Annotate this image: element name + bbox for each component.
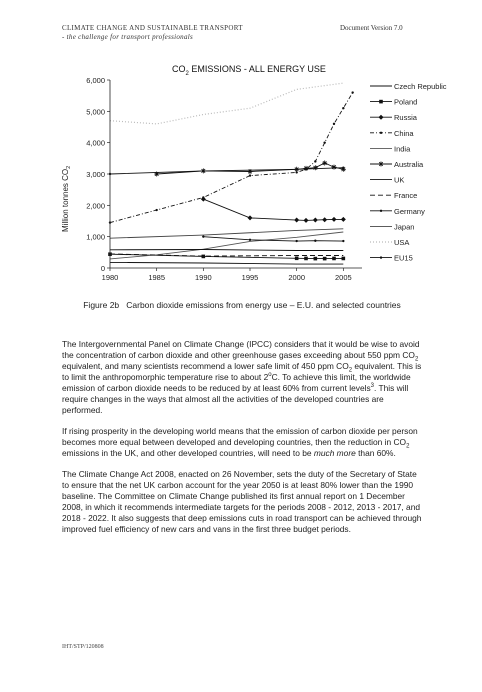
series-line-germany (203, 237, 343, 241)
data-point (202, 170, 204, 172)
legend-label: Czech Republic (394, 82, 447, 91)
y-tick-label: 3,000 (86, 170, 105, 179)
footer-reference: IHT/STP/120808 (62, 644, 104, 650)
data-point (304, 166, 309, 171)
data-point (379, 100, 383, 104)
data-point (202, 196, 204, 198)
legend-label: India (394, 144, 411, 154)
data-point (323, 257, 327, 261)
legend-label: Russia (394, 113, 417, 123)
x-tick-label: 1990 (194, 273, 212, 282)
series-line-czech-republic (110, 262, 343, 264)
data-point (342, 257, 346, 261)
legend-label: Poland (394, 97, 418, 107)
data-point (341, 217, 346, 222)
x-tick-label: 2005 (334, 273, 352, 282)
data-point (342, 167, 344, 169)
data-point (379, 162, 384, 167)
header-subtitle: - the challenge for transport professionals (62, 33, 194, 41)
data-point (314, 160, 316, 162)
data-point (314, 257, 318, 261)
legend-item-germany (370, 207, 425, 216)
figure-label: Figure 2b (83, 300, 120, 310)
data-point (333, 123, 335, 125)
legend-label: Japan (394, 222, 415, 232)
data-point (342, 240, 344, 242)
legend-label: USA (394, 238, 410, 247)
legend-item-uk (370, 176, 404, 185)
data-point (314, 240, 316, 242)
x-tick-label: 1980 (101, 273, 119, 282)
series-japan (110, 229, 343, 238)
legend-label: China (394, 128, 414, 138)
chart-title: $CO_2$ EMISSIONS - ALL ENERGY USE (172, 64, 326, 77)
data-point (294, 218, 299, 223)
data-point (295, 240, 297, 242)
data-point (332, 165, 337, 170)
y-tick-label: 6,000 (86, 76, 105, 85)
y-tick-label: 4,000 (86, 138, 105, 148)
legend-item-france (370, 191, 417, 200)
series-line-eu15 (110, 168, 343, 174)
series-line-uk (110, 250, 343, 251)
legend-item-india (370, 144, 411, 153)
data-point (248, 215, 253, 220)
series-russia (201, 197, 346, 223)
series-usa (110, 83, 343, 124)
header-title: CLIMATE CHANGE AND SUSTAINABLE TRANSPORT (62, 24, 243, 32)
legend-item-poland (370, 98, 417, 107)
paragraph-developing-world: If rising prosperity in the developing world means that the emission of carbon dioxide per person becomes more equal between developed and developing countries, then the reduction in $CO_2$ emissions in the UK, and other developed countries, will need to be much more than 60%. (62, 426, 418, 458)
legend-item-usa (370, 238, 409, 247)
data-point (351, 91, 353, 93)
paragraph-climate-change-act: The Climate Change Act 2008, enacted on 26 November, sets the duty of the Secretary of State to ensure that the net UK carbon account for the year 2050 is at least 80% lower than the 1990 baseline. The Committee on Climate Change published its first annual report on 1 December 2008, in which it recommends intermediate targets for the periods 2008 - 2012, 2013 - 2017, and 2018 - 2022. It also suggests that deep emissions cuts in road transport can be achieved through improved fuel efficiency of new cars and vans in the first three budget periods. (62, 469, 422, 534)
figure-caption (62, 300, 422, 311)
x-tick-label: 1985 (148, 273, 166, 282)
series-uk (110, 250, 343, 251)
data-point (379, 115, 384, 120)
legend-label: France (394, 191, 418, 201)
body-text (62, 339, 422, 545)
figure-caption-text: Carbon dioxide emissions from energy use – E.U. and selected countries (126, 300, 401, 310)
data-point (323, 141, 325, 143)
y-tick-label: 5,000 (86, 107, 105, 117)
data-point (295, 168, 297, 170)
legend-label: UK (394, 175, 405, 185)
series-line-russia (203, 199, 343, 220)
legend-item-australia (370, 160, 424, 169)
legend-label: EU15 (394, 253, 413, 263)
paragraph-ipcc: The Intergovernmental Panel on Climate Change (IPCC) considers that it would be wise to avoid the concentration of carbon dioxide and other greenhouse gases exceeding about 550 ppm $CO_2$ equivalent, and many scientists recommend a lower safe limit of 450 ppm $CO_2$ equivalent. This is to limit the anthropomorphic temperature rise to about 2$^o$C. To achieve this limit, the worldwide emission of carbon dioxide needs to be reduced by at least 60% from current levels$^3$. This will require changes in the ways that almost all the activities of the developed countries are performed. (62, 339, 422, 415)
series-line-china (110, 93, 353, 223)
series-czech-republic (110, 262, 343, 264)
data-point (304, 257, 308, 261)
data-point (322, 161, 327, 166)
data-point (380, 210, 382, 212)
data-point (295, 256, 299, 260)
data-point (342, 107, 344, 109)
series-germany (202, 235, 344, 242)
series-china (109, 91, 354, 223)
data-point (332, 257, 336, 261)
running-header (62, 24, 243, 42)
legend-item-eu15 (370, 254, 413, 263)
data-point (322, 217, 327, 222)
data-point (332, 217, 337, 222)
legend-label: Germany (394, 206, 425, 216)
legend-item-russia (370, 113, 418, 122)
y-tick-label: 2,000 (86, 201, 105, 211)
x-tick-label: 2000 (288, 273, 306, 282)
document-version: Document Version 7.0 (340, 24, 403, 32)
data-point (249, 174, 251, 176)
legend-item-japan (370, 222, 414, 231)
data-point (313, 218, 318, 223)
legend-item-czech-republic (370, 82, 447, 91)
data-point (380, 132, 382, 134)
y-tick-label: 0 (100, 264, 105, 273)
y-tick-label: 1,000 (86, 232, 105, 242)
co2-emissions-chart (0, 56, 482, 292)
data-point (380, 256, 382, 258)
legend-item-china (370, 129, 414, 138)
series-poland (108, 252, 345, 260)
y-axis-label: Million tonnes $CO_2$ (61, 165, 72, 232)
data-point (249, 239, 251, 241)
legend-label: Australia (394, 160, 424, 169)
series-line-japan (110, 229, 343, 238)
series-line-usa (110, 83, 343, 124)
x-tick-label: 1995 (241, 273, 259, 282)
data-point (313, 165, 318, 170)
data-point (304, 218, 309, 223)
data-point (155, 209, 157, 211)
data-point (202, 235, 204, 237)
